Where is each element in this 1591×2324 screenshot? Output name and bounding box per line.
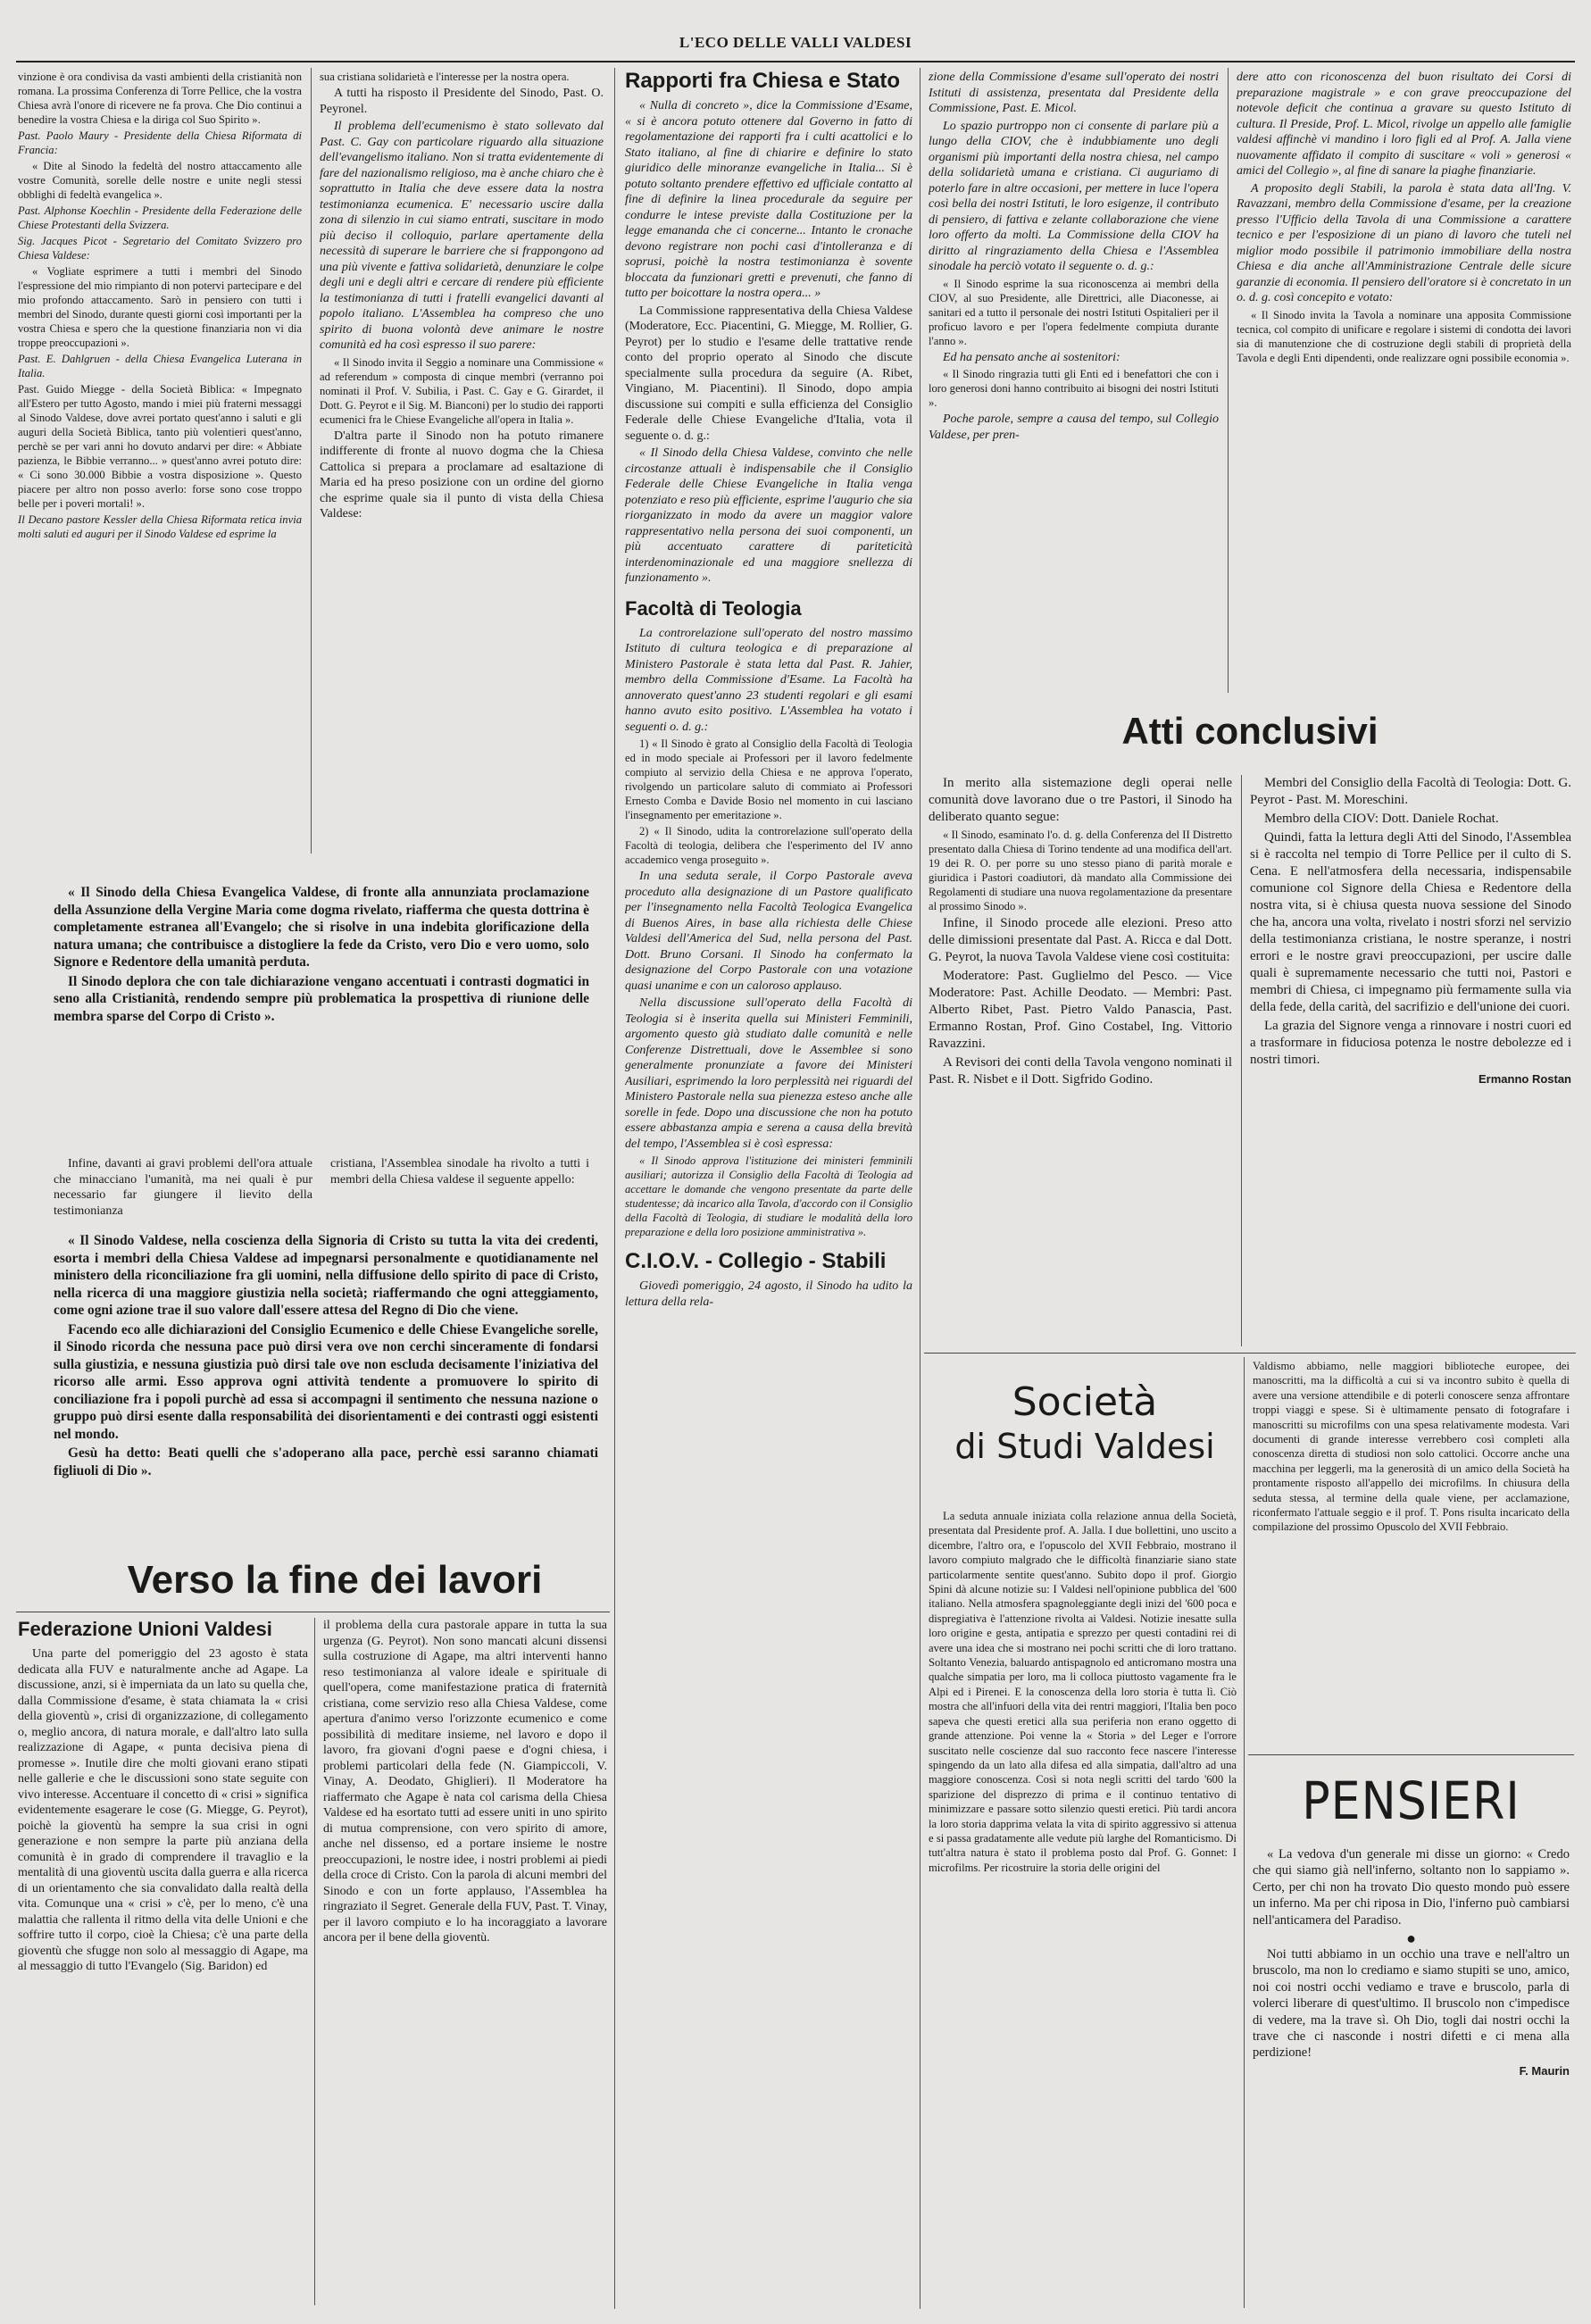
paragraph: « Il Sinodo, esaminato l'o. d. g. della Conferenza del II Distretto presentato dalla Chiesa di Torino tendente ad una modifica dell'art. 19 dei R. O. per porre su uno stesso piano di parità morale e giuridica i Pastori coadiutori, dà mandato alla Commissione dei Regolamenti di studiare una nuova regolamentazione da presentare al prossimo Sinodo ».	[929, 829, 1232, 912]
column-greetings	[18, 70, 302, 855]
paragraph: il problema della cura pastorale appare in tutta la sua urgenza (G. Peyrot). Non sono mancati alcuni dissensi sulla costruzione di Agape, ma altri interventi hanno reso testimonianza al valore ideale e spirituale di quell'opera, come manifestazione pratica di fraternità cristiana, come servizio reso alla Chiesa Valdese, come apertura d'animo verso l'orizzonte ecumenico e come possibilità di meditare insieme, nel lavoro e dopo il lavoro, fra giovani d'ogni paese e d'ogni chiesa, i problemi particolari della fede (N. Giampiccoli, V. Vinay, A. Deodato, Ghiglieri). Il Moderatore ha riaffermato che Agape è nata col carisma della Chiesa Valdese ed ha esortato tutti ad essere uniti in uno spirito di mutua comprensione, con vero spirito di amore, anche nel dissenso, ed a portare insieme le nostre preoccupazioni, le nostre idee, i nostri problemi ai piedi della croce di Cristo. Con la parola di alcuni membri del Sinodo e con un forte applauso, l'Assemblea ha ringraziato il Segret. Generale della FUV, Past. T. Vinay, per il lavoro compiuto e lo ha incoraggiato a lavorare ancora per il bene della gioventù.	[323, 1619, 607, 1945]
societa-headline	[929, 1379, 1241, 1467]
masthead-rule	[16, 61, 1575, 62]
paragraph: « Nulla di concreto », dice la Commissione d'Esame, « si è ancora potuto ottenere dal Governo in fatto di regolamentazione dei rapporti fra i culti acattolici e lo Stato italiano, al fine di chiarire e definire lo stato giuridico delle minoranze evangeliche in Italia... Si è potuto soltanto prendere effettivo ed ufficiale contatto al fine di definire la linea procedurale da seguire per condurre le intese previste dalla Costituzione per la legge emananda che ci concerne... Intanto le cronache devono registrare non pochi casi d'intolleranza e di soprusi, poichè la nostra testimonianza è sovente bloccata da funzionari gretti e prevenuti, che fanno di tutto per boicottare la nostra opera... »	[625, 99, 912, 300]
column-rule	[614, 68, 615, 2309]
paragraph: Moderatore: Past. Guglielmo del Pesco. — Vice Moderatore: Past. Achille Deodato. — Membri: Past. Alberto Ribet, Past. Pietro Valdo Panascia, Past. Ermanno Rostan, Prof. Gino Costabel, Ing. Vittorio Ravazzini.	[929, 969, 1232, 1051]
fuv-heading: Federazione Unioni Valdesi	[18, 1618, 272, 1640]
paragraph: Membro della CIOV: Dott. Daniele Rochat.	[1264, 812, 1499, 826]
paragraph: Una parte del pomeriggio del 23 agosto è stata dedicata alla FUV e naturalmente anche ad Agape. La discussione, anzi, si è imperniata da un lato su quella che, dalla Commissione d'esame, è stata chiamata la « crisi della gioventù », crisi di organizzazione, di collegamento o, meglio ancora, di natura morale, e dall'altro lato sulla realizzazione di Agape, « punta decisiva piena di promesse ». Inutile dire che molti giovani erano stipati nelle gallerie e che le discussioni sono state seguite con vivo interesse. Accentuare il concetto di « crisi » significa evidentemente esagerare le cose (G. Miegge, G. Peyrot), poichè la gioventù ha sempre la sua crisi in ogni generazione e non sempre la parte più anziana della comunità è in grado di comprendere il travaglio e la mentalità di una gioventù uscita dalla guerra e alla ricerca di un orientamento che sia convalidato dalla realtà della vita. Comunque una « crisi » c'è, per lo meno, c'è una malattia che rallenta il ritmo della vita delle Unioni e che soffrire tutto il corpo, cioè la Chiesa; c'è una parte della gioventù che sfugge non solo al messaggio di Agape, ma al messaggio di tutto l'Evangelo (Sig. Baridon) ed	[18, 1647, 308, 1973]
paragraph: La controrelazione sull'operato del nostro massimo Istituto di cultura teologica e di preparazione al Ministero Pastorale è stata letta dal Past. R. Jahier, membro della Commissione d'Esame. La Facoltà ha annoverato quest'anno 23 studenti regolari e gli esami hanno avuto esito positivo. L'Assemblea ha votato i seguenti o. d. g.:	[625, 626, 912, 734]
paragraph: Past. Guido Miegge - della Società Biblica: « Impegnato all'Estero per tutto Agosto, mando i miei più fraterni messaggi al Sinodo Valdese, dove avrei portato quest'anno i saluti e gli auguri della Società Biblica, tanto più volentieri quest'anno, perchè se per vari anni ho dovuto andarvi per dire: « Abbiate pazienza, le Bibbie verranno... » quest'anno avrei potuto dire: « Ci sono 30.000 Bibbie a vostra disposizione ». Questo piacere per altro non posso averlo: forse sono cose troppo belle per i poveri mortali! ».	[18, 383, 302, 510]
paragraph: « Il Sinodo ringrazia tutti gli Enti ed i benefattori che con i loro generosi doni hanno contribuito ai bisogni dei nostri Istituti ».	[929, 368, 1219, 409]
paragraph: A tutti ha risposto il Presidente del Sinodo, Past. O. Peyronel.	[320, 87, 604, 116]
column-collegio	[1237, 70, 1571, 695]
verso-headline: Verso la fine dei lavori	[127, 1558, 543, 1602]
paragraph: Infine, davanti ai gravi problemi dell'ora attuale che minacciano l'umanità, ma nei quali è pur necessario far giungere il lievito della testimonianza	[54, 1157, 312, 1218]
paragraph: Il Decano pastore Kessler della Chiesa Riformata retica invia molti saluti ed auguri per il Sinodo Valdese ed esprime la	[18, 513, 302, 540]
atti-signature: Ermanno Rostan	[1478, 1072, 1571, 1086]
paragraph: Past. Paolo Maury - Presidente della Chiesa Riformata di Francia:	[18, 129, 302, 156]
paragraph: « Il Sinodo approva l'istituzione dei ministeri femminili ausiliari; autorizza il Consiglio della Facoltà di Teologia ad accettare le domande che vengono presentate da parte delle studentesse; dà incarico alla Tavola, d'accordo con il Consiglio della Facoltà di Teologia, di studiare le modalità della loro preparazione e della loro posizione amministrativa ».	[625, 1154, 912, 1238]
facolta-heading: Facoltà di Teologia	[625, 596, 802, 620]
column-ciov	[929, 70, 1219, 695]
paragraph: « Il Sinodo invita il Seggio a nominare una Commissione « ad referendum » composta di cinque membri (verranno poi nominati il Prof. V. Subilia, i Past. C. Gay e G. Girardet, il Dott. G. Peyrot e il Sig. M. Bianconi) per lo studio dei rapporti ecumenici fra le Chiese Evangeliche all'opera in Italia ».	[320, 355, 604, 426]
paragraph: Gesù ha detto: Beati quelli che s'adoperano alla pace, perchè essi saranno chiamati figliuoli di Dio ».	[54, 1445, 598, 1479]
paragraph: Giovedì pomeriggio, 24 agosto, il Sinodo ha udito la lettura della rela-	[625, 1279, 912, 1309]
bullet-icon: ●	[1406, 1929, 1416, 1948]
column-intro-right	[330, 1156, 589, 1228]
paragraph: Noi tutti abbiamo in un occhio una trave e nell'altro un bruscolo, ma non lo crediamo e siamo stupiti se uno, amico, noi coi nostri occhi vediamo e trave e bruscolo, parla di volerci liberare di quest'ultimo. Il bruscolo non c'impedisce di vedere, ma la trave sì. Oh Dio, togli dai nostri occhi la trave che ci nasconde i nostri difetti e ci mena alla perdizione!	[1253, 1947, 1570, 2061]
column-intro-left	[54, 1156, 312, 1228]
paragraph: La Commissione rappresentativa della Chiesa Valdese (Moderatore, Ecc. Piacentini, G. Miegge, M. Rollier, G. Peyrot) per lo studio e l'esame delle trattative rende conto del proprio operato al Sinodo che discute specialmente sulla procedura da seguire (A. Ribet, Vingiano, M. Piacentini). Il Sinodo, dopo ampia discussione sui compiti e sulla efficienza del Consiglio Federale delle Chiese Evangeliche d'Italia, vota il seguente o. d. g.:	[625, 304, 912, 443]
paragraph: « Il Sinodo esprime la sua riconoscenza ai membri della CIOV, al suo Presidente, alle Direttrici, alle Diaconesse, ai sanitari ed a tutto il personale dei nostri Istituti Ospitalieri per il proficuo lavoro e per l'opera fedelmente compiuta durante l'anno ».	[929, 277, 1219, 347]
paragraph: Poche parole, sempre a causa del tempo, sul Collegio Valdese, per pren-	[929, 412, 1219, 442]
paragraph: Sig. Jacques Picot - Segretario del Comitato Svizzero pro Chiesa Valdese:	[18, 235, 302, 262]
paragraph: « Il Sinodo Valdese, nella coscienza della Signoria di Cristo su tutta la vita dei credenti, esorta i membri della Chiesa Valdese ad impegnarsi personalmente e quotidianamente nel ministero della riconciliazione fra gli uomini, nella diffusione dello spirito di pace di Cristo, nella ricerca di una maggiore giustizia nella società; riaffermando che ogni atteggiamento, come ogni azione trae il suo valore dall'essere attesa del Regno di Dio che viene.	[54, 1233, 598, 1318]
paragraph: dere atto con riconoscenza del buon risultato dei Corsi di preparazione magistrale » e con grave preoccupazione del notevole deficit che continua a gravare su questo Istituto di cultura. Il Preside, Prof. L. Micol, rivolge un appello alle famiglie valdesi affinchè vi mandino i loro figli ed al Prof. A. Jalla viene nuovamente affidato il compito di suscitare « voli » generosi « amici del Collegio », al fine di sanare la piaghe finanziarie.	[1237, 71, 1571, 178]
paragraph: A proposito degli Stabili, la parola è stata data all'Ing. V. Ravazzani, membro della Commissione d'esame, per la creazione presso l'Ufficio della Tavola di una Commissione a carattere tecnico e per l'esposizione di un piano di lavoro che tuteli nel miglior modo possibile il patrimonio immobiliare della nostra Chiesa e dia anche all'Amministrazione Centrale delle sicure garanzie di economia. Il pensiero dell'oratore si è concretato in un o. d. g. così concepito e votato:	[1237, 181, 1571, 304]
paragraph: « Il Sinodo della Chiesa Valdese, convinto che nelle circostanze attuali è indispensabile che il Consiglio Federale delle Chiese Evangeliche in Italia venga potenziato e reso più efficiente, esprime l'augurio che sia riorganizzato in modo da avere un maggior valore rappresentativo nella persona dei suoi componenti, un più accentuato carattere di pariteticità interdenominazionale ed una maggiore snellezza di funzionamento ».	[625, 446, 912, 585]
paragraph: A Revisori dei conti della Tavola vengono nominati il Past. R. Nisbet e il Dott. Sigfrido Godino.	[929, 1055, 1232, 1087]
societa-title-line-1: Società	[1012, 1379, 1158, 1425]
paragraph: vinzione è ora condivisa da vasti ambienti della cristianità non romana. La prossima Conferenza di Torre Pellice, che la vostra Chiesa avrà l'onore di ricevere ne fa prova. Che Dio continui a benedire la vostra Chiesa e la diriga col Suo Spirito ».	[18, 71, 302, 126]
masthead: L'ECO DELLE VALLI VALDESI	[679, 34, 912, 51]
dogma-resolution	[54, 884, 589, 1143]
paragraph: Nella discussione sull'operato della Facoltà di Teologia si è inserita quella sui Ministeri Femminili, argomento questo già studiato dalle comunità e nelle Conferenze Distrettuali, dove le Assemblee si sono generalmente pronunziate a favore dei Ministeri Ausiliari, esprimendo la loro perplessità nei riguardi del Ministero Pastorale nella sua pienezza esteso anche alle sorelle in fede. Dopo una discussione che non ha potuto essere abbastanza ampia e serena a causa della brevità del tempo, l'Assemblea si è così espressa:	[625, 996, 912, 1151]
column-rule	[1228, 68, 1229, 693]
column-fuv-1	[18, 1618, 308, 2305]
column-church-state	[625, 70, 912, 2306]
paragraph: Lo spazio purtroppo non ci consente di parlare più a lungo della CIOV, che è indubbiamente uno degli organismi più importanti della nostra chiesa, nel campo della solidarietà umana e cristiana. Ci auguriamo di poterlo fare in altre occasioni, per mettere in luce l'opera così bella dei nostri Istituti, le loro esigenze, il contributo di pensiero, di fattiva e zelante collaborazione che viene loro offerto da molti. La Commissione della CIOV ha diritto al ringraziamento della Chiesa e l'Assemblea sinodale ha perciò votato il seguente o. d. g.:	[929, 119, 1219, 273]
paragraph: Il Sinodo deplora che con tale dichiarazione vengano accentuati i contrasti dogmatici in seno alla Cristianità, rendendo sempre più problematica la prospettiva di riunione delle membra sparse del Corpo di Cristo ».	[54, 973, 589, 1024]
column-societa-2	[1253, 1359, 1570, 1752]
paragraph: In una seduta serale, il Corpo Pastorale aveva proceduto alla designazione di un Pastore qualificato per l'insegnamento nella Facoltà Teologica Evangelica di Buenos Aires, in base alla richiesta delle Chiese Valdesi dell'America del Sud, nella persona del Past. Dott. Bruno Corsani. Il Sinodo ha confermato la designazione del Corpo Pastorale con una votazione quasi unanime e con un caloroso applauso.	[625, 870, 912, 993]
paragraph: Past. Alphonse Koechlin - Presidente della Federazione delle Chiese Protestanti della Svizzera.	[18, 204, 302, 231]
paragraph: « Il Sinodo della Chiesa Evangelica Valdese, di fronte alla annunziata proclamazione della Assunzione della Vergine Maria come dogma rivelato, riafferma che questa dottrina è completamente estranea all'Evangelo; che si risolve in una indebita glorificazione della natura umana; che contribuisce a distogliere la fede da Cristo, vero Dio e vero uomo, solo Signore e Redentore della umanità perduta.	[54, 885, 589, 970]
paragraph: Quindi, fatta la lettura degli Atti del Sinodo, l'Assemblea si è raccolta nel tempio di Torre Pellice per il culto di S. Cena. E nell'atmosfera della necessaria, indispensabile comunione col Signore della Chiesa e Redentore della nostra vita, si è chiusa questa nuova sessione del Sinodo che ha, ancora una volta, rivelato i nostri sforzi nel servizio della testimonianza cristiana, le nostre speranze, i nostri errori e le nostre gravi preoccupazioni, per uscire dalle quali è supremamente necessario che tutti noi, Pastori e membri di Chiesa, ci impegnamo più fermamente sulla via della fede, della carità, del sacrifizio e dell'unione dei cuori.	[1250, 830, 1571, 1014]
paragraph: Valdismo abbiamo, nelle maggiori biblioteche europee, dei manoscritti, ma la difficoltà a cui si va incontro subito è quella di avere una versione attendibile e di poterli conoscere senza affrontare troppi viaggi e spese. Si è ultimamente pensato di fotografare i manoscritti su microfilms con una spesa relativamente modesta. Vari documenti di grande interesse verrebbero così completi alla conoscenza diretta di studiosi non solo cattolici. Occorre anche una macchina per leggerli, ma la generosità di un amico della Società ha prontamente risposto all'appello dei microfilms. In chiusura della seduta stessa, al termine della quale viene, per acclamazione, riconfermato l'attuale seggio e il prof. T. Pons risulta incaricato della compilazione del prossimo Opuscolo del XVII Febbraio.	[1253, 1360, 1570, 1534]
paragraph: Membri del Consiglio della Facoltà di Teologia: Dott. G. Peyrot - Past. M. Moreschini.	[1250, 776, 1571, 807]
paragraph: zione della Commissione d'esame sull'operato dei nostri Istituti di assistenza, presentata dal Presidente della Commissione, Past. E. Micol.	[929, 71, 1219, 115]
paragraph: « Vogliate esprimere a tutti i membri del Sinodo l'espressione del mio rimpianto di non potervi partecipare e del mio profondo attaccamento. Sarò in pensiero con tutti i membri del Sinodo, durante questi giorni così importanti per la vostra Chiesa e spero che la questione finanziaria non vi dia troppe preoccupazioni ».	[18, 265, 302, 349]
paragraph: cristiana, l'Assemblea sinodale ha rivolto a tutti i membri della Chiesa valdese il seguente appello:	[330, 1157, 589, 1187]
paragraph: Past. E. Dahlgruen - della Chiesa Evangelica Luterana in Italia.	[18, 353, 302, 379]
peace-appeal	[54, 1232, 598, 1540]
pensieri-heading: PENSIERI	[1302, 1770, 1520, 1831]
atti-headline: Atti conclusivi	[1121, 710, 1379, 752]
paragraph: « Il Sinodo invita la Tavola a nominare una apposita Commissione tecnica, col compito di unificare e regolare i sistemi di condotta dei lavori sia di manutenzione che di costruzione degli stabili di proprietà della Tavola e degli Enti dipendenti, onde realizzare ogni possibile economia ».	[1237, 308, 1571, 364]
column-pensieri	[1253, 1846, 1570, 2306]
paragraph: 2) « Il Sinodo, udita la controrelazione sull'operato della Facoltà di teologia, delibera che l'esperimento del IV anno accademico venga proseguito ».	[625, 825, 912, 866]
paragraph: « Dite al Sinodo la fedeltà del nostro attaccamento alle vostre Comunità, sorelle delle nostre e unite negli stessi obblighi di fedeltà evangelica ».	[18, 160, 302, 201]
column-atti-2	[1250, 775, 1571, 1346]
section-rule	[924, 1353, 1576, 1354]
paragraph: Ed ha pensato anche ai sostenitori:	[943, 350, 1120, 364]
ciov-heading: C.I.O.V. - Collegio - Stabili	[625, 1249, 887, 1273]
column-fuv-2	[323, 1618, 607, 2305]
section-rule	[1248, 1754, 1574, 1755]
pensieri-signature: F. Maurin	[1519, 2063, 1570, 2078]
rapporti-heading: Rapporti fra Chiesa e Stato	[625, 70, 901, 93]
paragraph: D'altra parte il Sinodo non ha potuto rimanere indifferente di fronte al nuovo dogma che la Chiesa Cattolica si prepara a proclamare ad esaltazione di Maria ed ha preso posizione con un ordine del giorno che esprime quale sia il punto di vista della Chiesa Valdese:	[320, 429, 604, 521]
column-atti-1	[929, 775, 1232, 1346]
column-rule	[1241, 775, 1242, 1346]
paragraph: In merito alla sistemazione degli operai nelle comunità dove lavorano due o tre Pastori, il Sinodo ha deliberato quanto segue:	[929, 776, 1232, 824]
column-rule	[1244, 1357, 1245, 2308]
paragraph: sua cristiana solidarietà e l'interesse per la nostra opera.	[320, 71, 570, 83]
paragraph: « La vedova d'un generale mi disse un giorno: « Credo che qui siamo già nell'inferno, soltanto non lo sappiamo ». Certo, per chi non ha trovato Dio questo mondo può essere un inferno. Ma per chi riposa in Dio, l'inferno può cambiarsi nell'anticamera del Paradiso.	[1253, 1847, 1570, 1928]
column-societa-1	[929, 1509, 1237, 2308]
column-ecumenism	[320, 70, 604, 855]
paragraph: Il problema dell'ecumenismo è stato sollevato dal Past. C. Gay con particolare riguardo alla situazione dell'evangelismo italiano. Non si tratta evidentemente di fare del nazionalismo religioso, ma è anche chiaro che è soprattutto in Italia che deve essere data la nostra testimonianza ecumenica. E' necessario uscire dalla zona di silenzio in cui siamo entrati, suscitare in modo più deciso il colloquio, parlare apertamente della necessità di superare le barriere che si frappongono ad una più vivente e fattiva solidarietà, denunziare le colpe degli uni e degli altri e cercare di rendere più efficiente la testimonianza di tutti i fratelli evangelici davanti al popolo italiano. L'Assemblea ha compreso che uno spirito di buona volontà deve animare le nostre comunità ed ha così espresso il suo parere:	[320, 120, 604, 352]
paragraph: La seduta annuale iniziata colla relazione annua della Società, presentata dal Presidente prof. A. Jalla. I due bollettini, uno uscito a dicembre, l'altro ora, e l'opuscolo del XVII Febbraio, mostrano il lavoro compiuto malgrado che le difficoltà finanziarie siano state particolarmente sentite quest'anno. Subito dopo il prof. Giorgio Spini dà alcune notizie su: I Valdesi nell'opinione pubblica del '600 italiano. Nella atmosfera spagnoleggiante degli inizi del '600 poca e dispregiativa è l'attenzione rivolta ai Valdesi. Notizie inesatte sulla loro origine e gesta, antipatia e sprezzo per questi contadini rei di avere una idea che si mostrano nei pochi scritti che di loro trattano. Soltanto Venezia, baluardo antispagnolo ed anticromano mostra una qualche simpatia per loro, ma li colloca piuttosto vagamente fra le Alpi ed i Pirenei. E la conoscenza della loro storia è tutta lì. Ciò mostra che all'infuori della vita dei rentri maggiori, l'Italia ben poco sapeva che questi eretici alla sua periferia non erano oggetto di grande attenzione. Poi venne la « Storia » del Leger e l'orrore suscitato nelle coscienze dal suo racconto fece nascere l'interesse spingendo da un lato alla difesa ed alla simpatia, dall'altro ad una maggiore conoscenza. Così si nota negli scritti del tardo '600 la sparizione del disprezzo di prima e il continuo tentativo di minimizzare e passare sotto silenzio questi eretici. Più tardi ancora la loro storia dapprima velata la vita di spirito aggressivo si attenua e si passa gradatamente alle vedute più larghe del Romanticismo. Di tutt'altra natura è stato il problema posto dal Prof. G. Gonnet: I microfilms. Per ricostruire la storia delle origini del	[929, 1510, 1237, 1874]
column-rule	[311, 68, 312, 854]
societa-title-line-2: di Studi Valdesi	[954, 1427, 1215, 1466]
paragraph: La grazia del Signore venga a rinnovare i nostri cuori ed a trasformare in fiduciosa potenza le nostre debolezze ed i nostri timori.	[1250, 1019, 1571, 1067]
paragraph: 1) « Il Sinodo è grato al Consiglio della Facoltà di Teologia ed in modo speciale ai Professori per il lavoro fedelmente compiuto al servizio della Chiesa e ne approva l'operato, rivolgendo un particolare saluto di commiato ai Professori Ernesto Comba e Davide Bosio nel momento in cui lasciano l'insegnamento per emeritazione ».	[625, 737, 912, 821]
column-rule	[314, 1618, 315, 2305]
paragraph: Facendo eco alle dichiarazioni del Consiglio Ecumenico e delle Chiese Evangeliche sorelle, il Sinodo ricorda che nessuna pace può dirsi vera ove non cerchi sinceramente di fondarsi sulla giustizia, e nessuna giustizia può dirsi tale ove non escluda decisamente l'iniziativa del ricorso alle armi. Esso approva ogni attività tendente a promuovere lo spirito di conciliazione fra i popoli purchè ad essa si accompagni il sentimento che nessuna nazione o gruppo può dirsi esente dalla responsabilità dei disorientamenti e dei contrasti oggi esistenti nel mondo.	[54, 1321, 598, 1442]
paragraph: Infine, il Sinodo procede alle elezioni. Preso atto delle dimissioni presentate dal Past. A. Ricca e dal Dott. G. Peyrot, la nuova Tavola Valdese viene così costituita:	[929, 916, 1232, 964]
